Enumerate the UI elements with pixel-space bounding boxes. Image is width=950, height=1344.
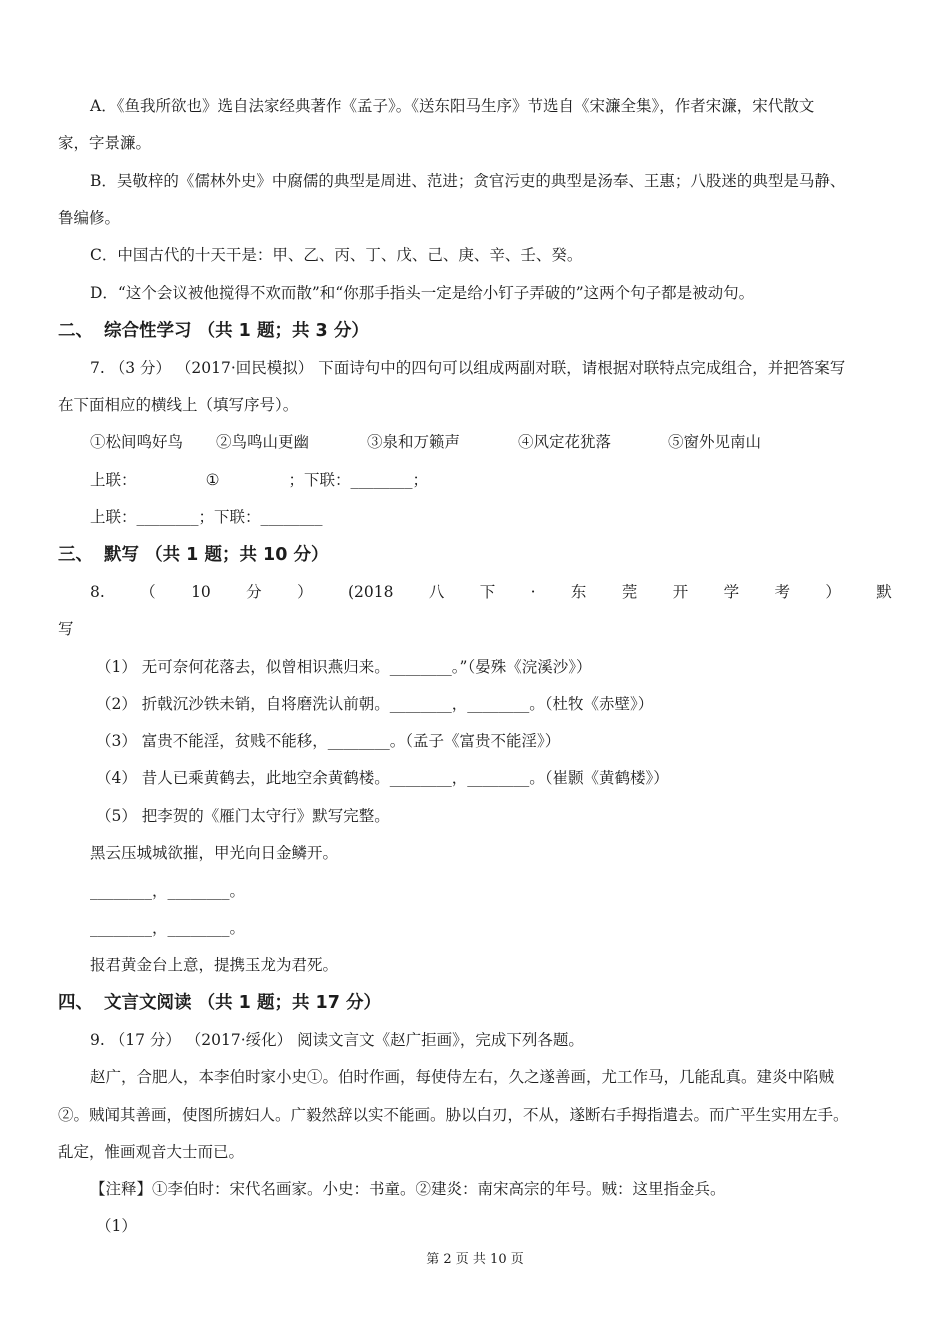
q8-token: 莞 xyxy=(621,583,638,601)
answer-row-2: 上联：________；下联：________ xyxy=(90,508,323,526)
section-4-heading xyxy=(58,992,381,1014)
q8-token: 考 xyxy=(774,583,790,601)
q8-token: （ xyxy=(140,583,156,601)
answer-row-1-label: 上联： xyxy=(90,471,137,489)
section-4-number: 四、 xyxy=(58,993,93,1013)
choice-a-line2: 家，字景濂。 xyxy=(58,134,152,152)
question-8-line1 xyxy=(90,582,892,602)
q8-item-1: （1） 无可奈何花落去，似曾相识燕归来。________。”（晏殊《浣溪沙》） xyxy=(96,658,592,676)
q8-token: ） xyxy=(297,583,313,601)
poem-line-4: 报君黄金台上意，提携玉龙为君死。 xyxy=(90,956,339,974)
answer-row-1 xyxy=(90,470,428,490)
q8-token: 东 xyxy=(570,583,587,601)
q8-token: 10 xyxy=(191,583,211,601)
option-3: ③泉和万籁声 xyxy=(367,433,461,451)
q8-token: 分 xyxy=(246,583,262,601)
q8-item-5: （5） 把李贺的《雁门太守行》默写完整。 xyxy=(96,807,390,825)
q8-item-2: （2） 折戟沉沙铁未销，自将磨洗认前朝。________，________。（杜牧《赤壁》） xyxy=(96,695,654,713)
page-footer: 第 2 页 共 10 页 xyxy=(426,1252,524,1267)
q8-item-3: （3） 富贵不能淫，贫贱不能移，________。（孟子《富贵不能淫》） xyxy=(96,732,561,750)
section-3-title: 默写 （共 1 题；共 10 分） xyxy=(104,545,329,565)
section-4-title: 文言文阅读 （共 1 题；共 17 分） xyxy=(104,993,381,1013)
poem-blank-2: ________，________。 xyxy=(90,919,246,937)
question-7-line2: 在下面相应的横线上（填写序号）。 xyxy=(58,396,299,414)
sub-question-1: （1） xyxy=(96,1217,137,1235)
poem-line-1: 黑云压城城欲摧，甲光向日金鳞开。 xyxy=(90,844,339,862)
section-2-number: 二、 xyxy=(58,321,93,341)
section-3-number: 三、 xyxy=(58,545,93,565)
choice-a-line1: A．《鱼我所欲也》选自法家经典著作《孟子》。《送东阳马生序》节选自《宋濂全集》，作者宋濂，宋代散文 xyxy=(90,97,815,115)
choice-d: D．“这个会议被他搅得不欢而散”和“你那手指头一定是给小钉子弄破的”这两个句子都是被动句。 xyxy=(90,284,755,302)
answer-row-1-filled: ① xyxy=(205,471,220,489)
option-2: ②鸟鸣山更幽 xyxy=(216,433,310,451)
q8-token: 下 xyxy=(479,583,496,601)
q8-token: 八 xyxy=(428,583,445,601)
choice-b-line2: 鲁编修。 xyxy=(58,209,121,227)
question-8-line2: 写 xyxy=(58,620,74,638)
q8-token: 学 xyxy=(723,583,740,601)
option-1: ①松间鸣好鸟 xyxy=(90,433,184,451)
choice-b-line1: B．吴敬梓的《儒林外史》中腐儒的典型是周进、范进；贪官污吏的典型是汤奉、王惠；八股迷的典型是马静、 xyxy=(90,172,846,190)
question-7-line1: 7. （3 分） （2017·回民模拟） 下面诗句中的四句可以组成两副对联，请根据对联特点完成组合，并把答案写 xyxy=(90,359,846,377)
q8-token: · xyxy=(530,583,536,601)
option-4: ④风定花犹落 xyxy=(518,433,612,451)
q8-token: 开 xyxy=(672,583,689,601)
q8-item-4: （4） 昔人已乘黄鹤去，此地空余黄鹤楼。________，________。（崔颢《黄鹤楼》） xyxy=(96,769,669,787)
q8-token: 默 xyxy=(876,583,892,601)
passage-line-2: ②。贼闻其善画，使图所掳妇人。广毅然辞以实不能画。胁以白刃，不从，遂断右手拇指遣去。而广平生实用左手。 xyxy=(58,1106,849,1124)
question-9-line1: 9. （17 分） （2017·绥化） 阅读文言文《赵广拒画》，完成下列各题。 xyxy=(90,1031,584,1049)
section-2-heading xyxy=(58,320,369,342)
poem-blank-1: ________，________。 xyxy=(90,882,246,900)
annotation-note: 【注释】①李伯时：宋代名画家。小史：书童。②建炎：南宋高宗的年号。贼：这里指金兵。 xyxy=(90,1180,726,1198)
q8-token: (2018 xyxy=(347,583,394,601)
passage-line-3: 乱定，惟画观音大士而已。 xyxy=(58,1143,245,1161)
option-5: ⑤窗外见南山 xyxy=(668,433,762,451)
answer-row-1-rest: ；下联：________； xyxy=(288,471,429,489)
q8-token: 8. xyxy=(90,583,105,601)
section-2-title: 综合性学习 （共 1 题；共 3 分） xyxy=(104,321,369,341)
passage-line-1: 赵广，合肥人，本李伯时家小史①。伯时作画，每使侍左右，久之遂善画，尤工作马，几能乱真。建炎中陷贼 xyxy=(90,1068,835,1086)
choice-c: C．中国古代的十天干是：甲、乙、丙、丁、戊、己、庚、辛、壬、癸。 xyxy=(90,246,583,264)
q8-token: ） xyxy=(825,583,841,601)
section-3-heading xyxy=(58,544,329,566)
